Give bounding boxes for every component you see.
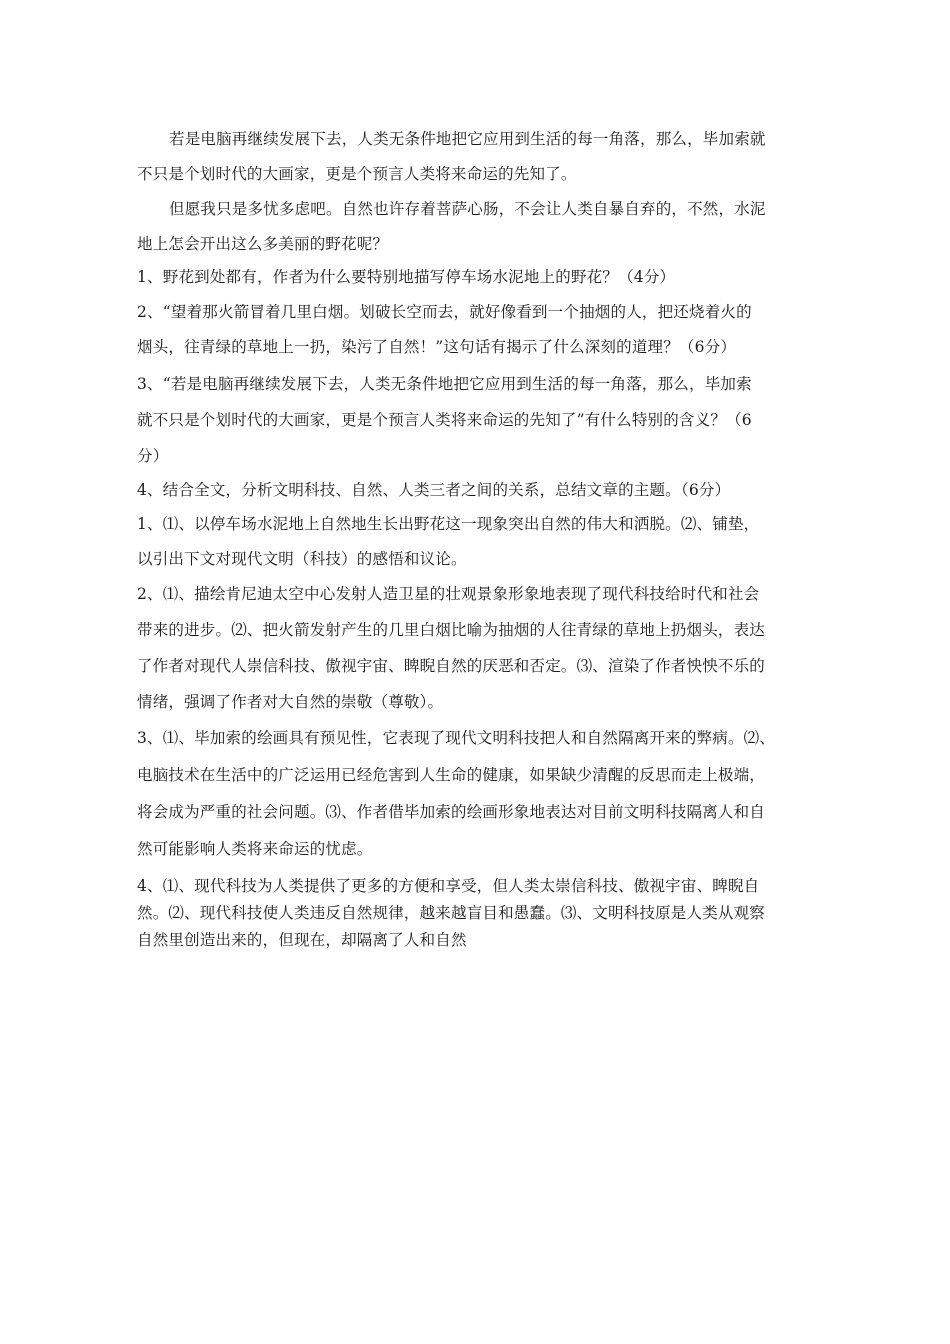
passage-p2-line-1: 但愿我只是多忧多虑吧。自然也许存着菩萨心肠，不会让人类自暴自弃的，不然，水泥	[169, 200, 766, 218]
passage-p1-line-1: 若是电脑再继续发展下去，人类无条件地把它应用到生活的每一角落，那么，毕加索就	[169, 130, 766, 148]
answer-3-line-4: 然可能影响人类将来命运的忧虑。	[137, 840, 373, 858]
passage-p2-line-2: 地上怎会开出这么多美丽的野花呢？	[137, 235, 389, 253]
answer-2-line-4: 情绪，强调了作者对大自然的崇敬（尊敬）。	[137, 693, 444, 711]
question-1-line-1: 1、野花到处都有，作者为什么要特别地描写停车场水泥地上的野花？（4分）	[137, 268, 676, 286]
question-2-line-2: 烟头，往青绿的草地上一扔，染污了自然！”这句话有揭示了什么深刻的道理？（6分）	[137, 338, 737, 356]
question-4-line-1: 4、结合全文，分析文明科技、自然、人类三者之间的关系，总结文章的主题。（6分）	[137, 481, 731, 499]
answer-4-line-2: 然。⑵、现代科技使人类违反自然规律，越来越盲目和愚蠢。⑶、文明科技原是人类从观察	[137, 904, 766, 922]
question-3-line-3: 分）	[137, 447, 169, 465]
question-2-line-1: 2、“望着那火箭冒着几里白烟。划破长空而去，就好像看到一个抽烟的人，把还烧着火的	[137, 303, 752, 321]
answer-2-line-2: 带来的进步。⑵、把火箭发射产生的几里白烟比喻为抽烟的人往青绿的草地上扔烟头，表达	[137, 621, 766, 639]
question-3-line-2: 就不只是个划时代的大画家，更是个预言人类将来命运的先知了”有什么特别的含义？（6	[137, 411, 752, 429]
answer-2-line-1: 2、⑴、描绘肯尼迪太空中心发射人造卫星的壮观景象形象地表现了现代科技给时代和社会	[137, 585, 760, 603]
answer-3-line-3: 将会成为严重的社会问题。⑶、作者借毕加索的绘画形象地表达对目前文明科技隔离人和自	[137, 803, 766, 821]
answer-4-line-1: 4、⑴、现代科技为人类提供了更多的方便和享受，但人类太崇信科技、傲视宇宙、睥睨自	[137, 877, 760, 895]
answer-3-line-2: 电脑技术在生活中的广泛运用已经危害到人生命的健康，如果缺少清醒的反思而走上极端，	[137, 766, 766, 784]
answer-2-line-3: 了作者对现代人崇信科技、傲视宇宙、睥睨自然的厌恶和否定。⑶、渲染了作者怏怏不乐的	[137, 657, 766, 675]
answer-3-line-1: 3、⑴、毕加索的绘画具有预见性，它表现了现代文明科技把人和自然隔离开来的弊病。⑵、	[137, 729, 776, 747]
answer-1-line-2: 以引出下文对现代文明（科技）的感悟和议论。	[137, 550, 467, 568]
answer-1-line-1: 1、⑴、以停车场水泥地上自然地生长出野花这一现象突出自然的伟大和洒脱。⑵、铺垫，	[137, 515, 760, 533]
question-3-line-1: 3、“若是电脑再继续发展下去，人类无条件地把它应用到生活的每一角落，那么，毕加索	[137, 375, 752, 393]
passage-p1-line-2: 不只是个划时代的大画家，更是个预言人类将来命运的先知了。	[137, 165, 577, 183]
answer-4-line-3: 自然里创造出来的，但现在，却隔离了人和自然	[137, 931, 467, 949]
